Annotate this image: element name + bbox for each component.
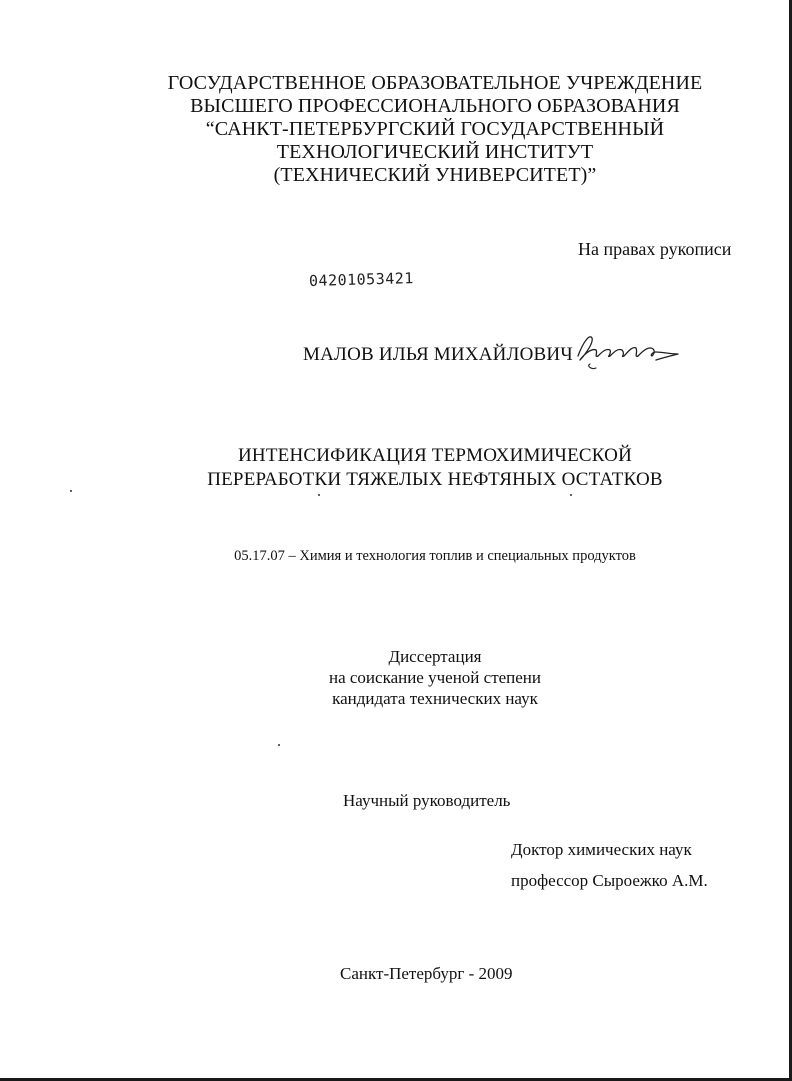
scan-speck xyxy=(318,494,320,496)
institution-line: (ТЕХНИЧЕСКИЙ УНИВЕРСИТЕТ)” xyxy=(273,164,597,186)
thesis-title-line: ПЕРЕРАБОТКИ ТЯЖЕЛЫХ НЕФТЯНЫХ ОСТАТКОВ xyxy=(207,469,663,490)
author-name: МАЛОВ ИЛЬЯ МИХАЙЛОВИЧ xyxy=(303,344,573,365)
dissertation-line: Диссертация xyxy=(388,647,482,666)
thesis-title-line: ИНТЕНСИФИКАЦИЯ ТЕРМОХИМИЧЕСКОЙ xyxy=(238,445,632,466)
institution-line: “САНКТ-ПЕТЕРБУРГСКИЙ ГОСУДАРСТВЕННЫЙ xyxy=(205,118,665,140)
institution-line: ВЫСШЕГО ПРОФЕССИОНАЛЬНОГО ОБРАЗОВАНИЯ xyxy=(190,95,680,117)
dissertation-line: кандидата технических наук xyxy=(332,689,538,708)
institution-line: ТЕХНОЛОГИЧЕСКИЙ ИНСТИТУТ xyxy=(276,141,594,163)
dissertation-line: на соискание ученой степени xyxy=(328,668,542,687)
thesis-title xyxy=(150,444,720,492)
scan-speck xyxy=(70,490,72,492)
institution-line: ГОСУДАРСТВЕННОЕ ОБРАЗОВАТЕЛЬНОЕ УЧРЕЖДЕНИЕ xyxy=(167,72,703,94)
institution-header xyxy=(150,72,720,187)
supervisor-label: Научный руководитель xyxy=(343,791,511,810)
library-stamp-number: 04201053421 xyxy=(308,269,415,290)
speciality-code: 05.17.07 – Химия и технология топлив и специальных продуктов xyxy=(234,548,636,564)
city-year: Санкт-Петербург - 2009 xyxy=(340,964,513,983)
dissertation-type xyxy=(250,646,620,709)
author-signature xyxy=(570,326,685,376)
supervisor-name: профессор Сыроежко А.М. xyxy=(511,871,708,890)
rights-note: На правах рукописи xyxy=(578,239,732,259)
supervisor-degree: Доктор химических наук xyxy=(511,840,692,859)
scan-speck xyxy=(570,494,572,496)
scan-speck xyxy=(278,744,280,746)
